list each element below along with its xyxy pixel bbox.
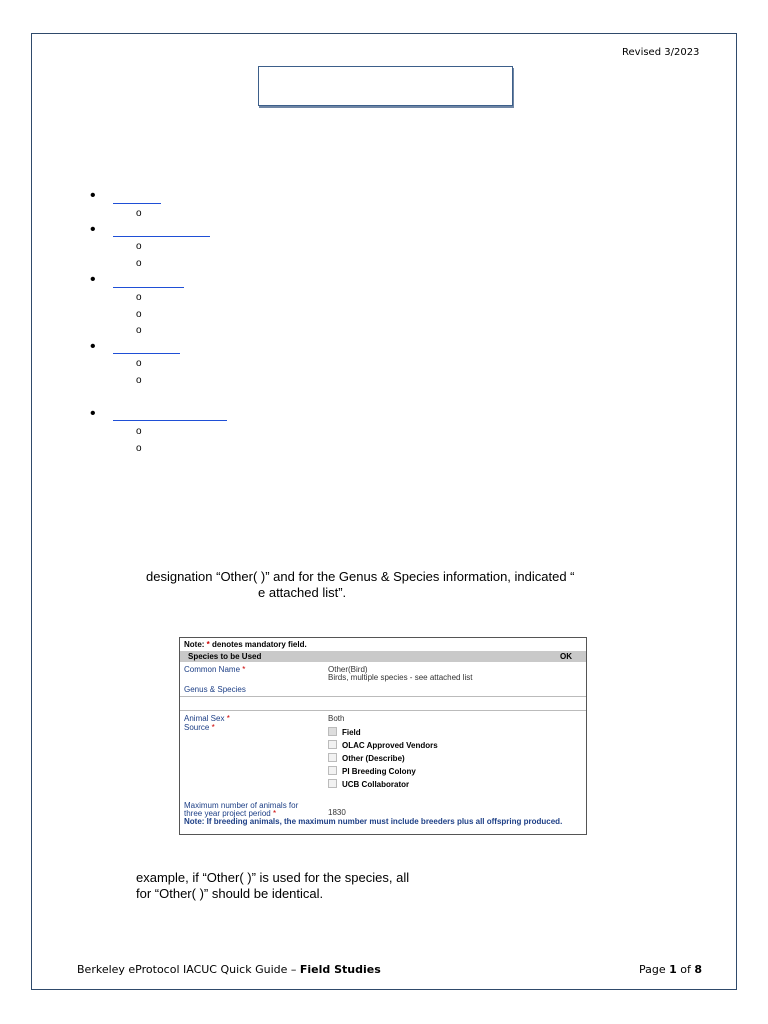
common-name-label: Common Name * — [184, 665, 246, 674]
source-checkbox[interactable] — [328, 779, 337, 788]
common-name-detail: Birds, multiple species - see attached list — [328, 673, 473, 682]
bullet-link[interactable] — [113, 236, 210, 237]
page-border — [31, 33, 737, 990]
common-name-value: Other(Bird) — [328, 665, 368, 674]
sub-bullet: o — [136, 258, 142, 269]
sub-bullet: o — [136, 443, 142, 454]
source-checkbox[interactable] — [328, 766, 337, 775]
paragraph-line: example, if “Other( )” is used for the species, all — [136, 870, 410, 885]
source-option: OLAC Approved Vendors — [342, 741, 438, 750]
section-header — [180, 651, 586, 662]
species-form-screenshot — [179, 637, 587, 835]
animal-sex-label: Animal Sex * — [184, 714, 230, 723]
bullet-link[interactable] — [113, 353, 180, 354]
sub-bullet: o — [136, 309, 142, 320]
max-animals-label-2: three year project period * — [184, 809, 277, 818]
sub-bullet: o — [136, 292, 142, 303]
bullet-link[interactable] — [113, 203, 161, 204]
page-number: Page 1 of 8 — [639, 963, 703, 976]
title-box — [258, 66, 513, 106]
sub-bullet: o — [136, 426, 142, 437]
max-animals-value: 1830 — [328, 808, 346, 817]
animal-sex-value: Both — [328, 714, 345, 723]
source-option: Field — [342, 728, 361, 737]
source-checkbox[interactable] — [328, 753, 337, 762]
paragraph-line: e attached list”. — [258, 585, 347, 600]
source-checkbox[interactable] — [328, 727, 337, 736]
sub-bullet: o — [136, 208, 142, 219]
source-option: PI Breeding Colony — [342, 767, 416, 776]
source-checkbox[interactable] — [328, 740, 337, 749]
bullet-link[interactable] — [113, 420, 227, 421]
sub-bullet: o — [136, 325, 142, 336]
revised-date: Revised 3/2023 — [622, 47, 700, 58]
source-label: Source * — [184, 723, 215, 732]
mandatory-note: Note: * denotes mandatory field. — [184, 640, 307, 649]
source-option: Other (Describe) — [342, 754, 405, 763]
sub-bullet: o — [136, 241, 142, 252]
sub-bullet: o — [136, 375, 142, 386]
footer-title: Berkeley eProtocol IACUC Quick Guide – Field Studies — [77, 963, 381, 976]
genus-species-label: Genus & Species — [184, 685, 246, 694]
breeding-note: Note: If breeding animals, the maximum number must include breeders plus all offspring produced. — [184, 817, 563, 826]
paragraph-line: for “Other( )” should be identical. — [136, 886, 324, 901]
section-title: Species to be Used — [188, 652, 262, 661]
ok-button[interactable]: OK — [560, 652, 572, 661]
divider — [180, 710, 586, 711]
sub-bullet: o — [136, 358, 142, 369]
source-option: UCB Collaborator — [342, 780, 410, 789]
divider — [180, 696, 586, 697]
max-animals-label: Maximum number of animals for — [184, 801, 299, 810]
paragraph-line: designation “Other( )” and for the Genus & Species information, indicated “ — [146, 569, 575, 584]
bullet-link[interactable] — [113, 287, 184, 288]
